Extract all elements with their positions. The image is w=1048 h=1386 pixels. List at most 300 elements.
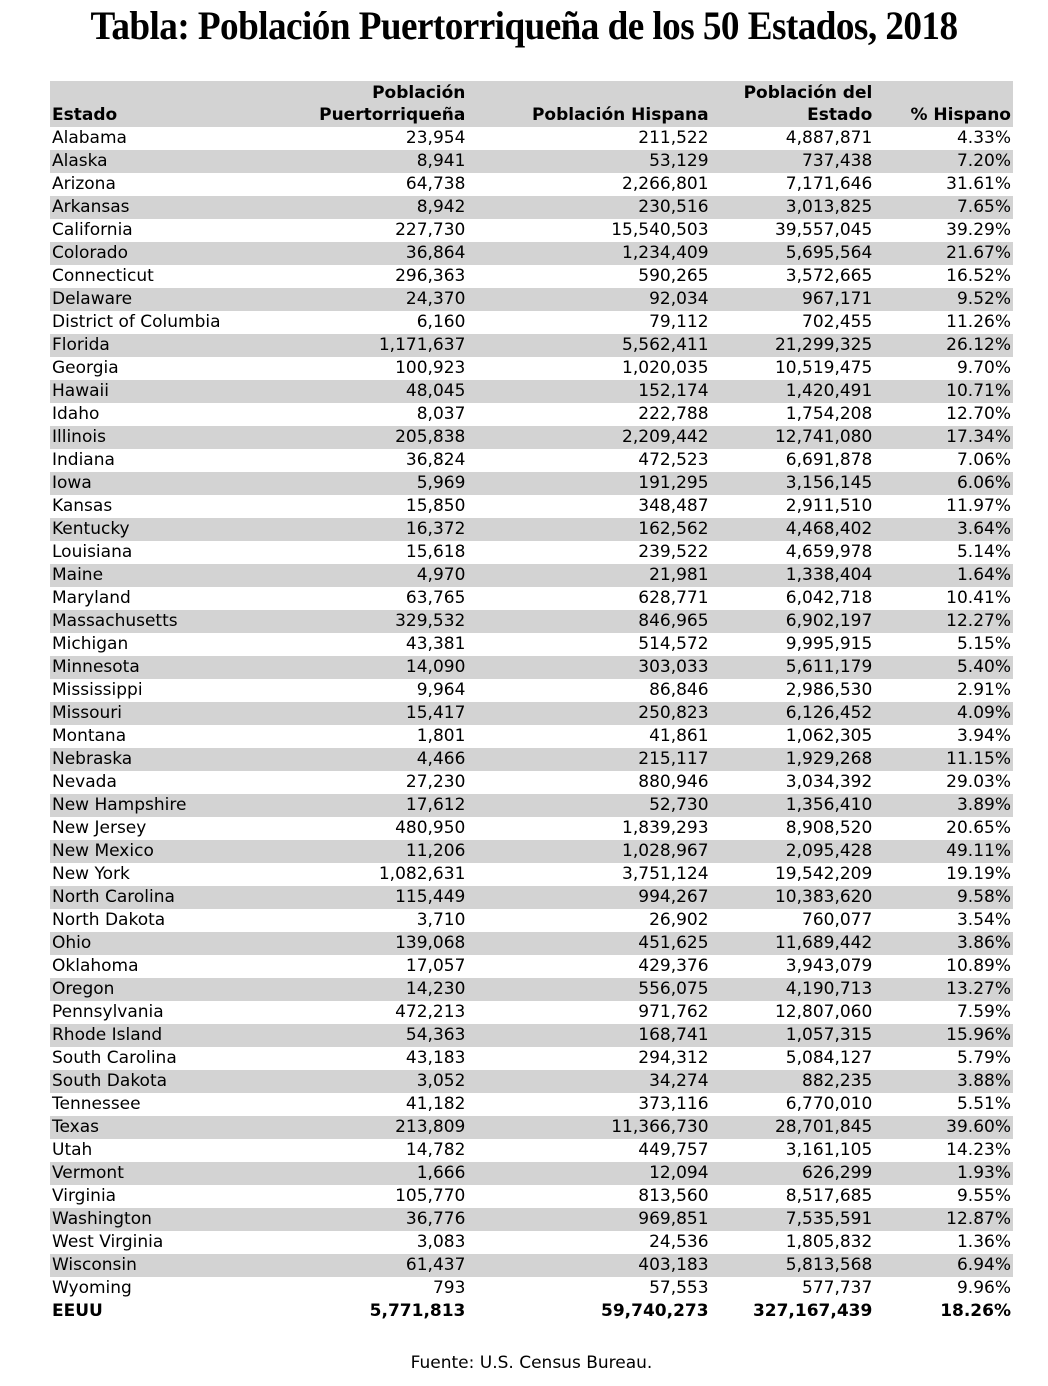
table-row	[50, 564, 1013, 587]
table-row	[50, 633, 1013, 656]
table-row	[50, 794, 1013, 817]
table-row	[50, 817, 1013, 840]
cell-poblacion-estado: 12,741,080	[711, 426, 875, 449]
header-line: Población del	[743, 83, 873, 103]
cell-poblacion-estado: 1,356,410	[711, 794, 875, 817]
cell-estado: Rhode Island	[50, 1024, 303, 1047]
cell-pct-hispano: 7.06%	[956, 450, 1011, 470]
cell-pct-hispano: 10.89%	[946, 956, 1011, 976]
table-row	[50, 656, 1013, 679]
cell-poblacion-estado: 1,805,832	[785, 1232, 873, 1252]
cell-poblacion-hispana: 373,116	[638, 1094, 709, 1114]
cell-poblacion-puertorriquena: 8,941	[303, 150, 467, 173]
cell-poblacion-puertorriquena: 61,437	[303, 1254, 467, 1277]
cell-estado: South Carolina	[52, 1048, 177, 1068]
cell-poblacion-estado: 1,420,491	[711, 380, 875, 403]
cell-poblacion-hispana: 34,274	[467, 1070, 710, 1093]
table-row	[50, 1231, 1013, 1254]
cell-pct-hispano: 3.89%	[874, 794, 1013, 817]
cell-poblacion-estado: 1,057,315	[711, 1024, 875, 1047]
cell-pct-hispano: 5.79%	[956, 1048, 1011, 1068]
cell-poblacion-hispana: 5,562,411	[467, 334, 710, 357]
cell-pct-hispano: 6.94%	[874, 1254, 1013, 1277]
cell-estado: Wisconsin	[50, 1254, 303, 1277]
table-row	[50, 311, 1013, 334]
cell-pct-hispano: 3.88%	[874, 1070, 1013, 1093]
cell-poblacion-puertorriquena-total: 5,771,813	[369, 1301, 466, 1321]
cell-poblacion-hispana: 429,376	[638, 956, 709, 976]
cell-estado: Massachusetts	[50, 610, 303, 633]
cell-pct-hispano: 3.54%	[956, 910, 1011, 930]
cell-pct-hispano: 39.60%	[874, 1116, 1013, 1139]
cell-poblacion-hispana: 57,553	[649, 1278, 709, 1298]
cell-poblacion-estado: 4,468,402	[711, 518, 875, 541]
cell-poblacion-estado: 19,542,209	[774, 864, 873, 884]
cell-poblacion-hispana: 2,209,442	[467, 426, 710, 449]
cell-poblacion-estado: 2,911,510	[785, 496, 873, 516]
table-row	[50, 748, 1013, 771]
cell-estado: Michigan	[52, 634, 129, 654]
cell-poblacion-estado: 760,077	[802, 910, 873, 930]
cell-pct-hispano: 1.36%	[956, 1232, 1011, 1252]
cell-pct-hispano: 29.03%	[946, 772, 1011, 792]
cell-poblacion-puertorriquena: 64,738	[405, 174, 466, 194]
table-row	[50, 196, 1013, 219]
cell-poblacion-estado: 4,190,713	[711, 978, 875, 1001]
table-row	[50, 1001, 1013, 1024]
cell-poblacion-estado: 4,659,978	[785, 542, 873, 562]
table-header-row	[50, 81, 1013, 127]
cell-poblacion-puertorriquena: 213,809	[303, 1116, 467, 1139]
cell-poblacion-puertorriquena: 105,770	[395, 1186, 466, 1206]
table-row	[50, 1139, 1013, 1162]
cell-poblacion-hispana: 403,183	[467, 1254, 710, 1277]
cell-estado: Arkansas	[50, 196, 303, 219]
cell-poblacion-estado: 5,695,564	[711, 242, 875, 265]
cell-poblacion-puertorriquena: 15,850	[405, 496, 466, 516]
table-row	[50, 1116, 1013, 1139]
table-row	[50, 886, 1013, 909]
cell-poblacion-puertorriquena: 14,090	[303, 656, 467, 679]
cell-poblacion-estado: 21,299,325	[711, 334, 875, 357]
table-row	[50, 449, 1013, 472]
cell-pct-hispano: 9.52%	[874, 288, 1013, 311]
cell-poblacion-puertorriquena: 14,782	[405, 1140, 466, 1160]
cell-poblacion-estado: 7,171,646	[785, 174, 873, 194]
cell-estado: Florida	[50, 334, 303, 357]
cell-estado: New Hampshire	[50, 794, 303, 817]
cell-pct-hispano: 14.23%	[946, 1140, 1011, 1160]
cell-poblacion-hispana: 449,757	[638, 1140, 709, 1160]
table-row	[50, 357, 1013, 380]
cell-poblacion-estado: 6,770,010	[785, 1094, 873, 1114]
cell-pct-hispano: 5.14%	[956, 542, 1011, 562]
cell-poblacion-hispana: 21,981	[467, 564, 710, 587]
cell-estado: Arizona	[52, 174, 116, 194]
cell-poblacion-estado: 12,807,060	[774, 1002, 873, 1022]
cell-estado: North Dakota	[52, 910, 166, 930]
table-row	[50, 426, 1013, 449]
table-row	[50, 610, 1013, 633]
cell-poblacion-hispana: 222,788	[638, 404, 709, 424]
cell-poblacion-puertorriquena: 27,230	[405, 772, 466, 792]
cell-estado: Washington	[50, 1208, 303, 1231]
source-note: Fuente: U.S. Census Bureau.	[410, 1353, 653, 1373]
table-row	[50, 679, 1013, 702]
page-title: Tabla: Población Puertorriqueña de los 50 Estados, 2018	[90, 3, 958, 48]
cell-poblacion-hispana: 880,946	[638, 772, 709, 792]
cell-pct-hispano-total: 18.26%	[940, 1301, 1011, 1321]
cell-pct-hispano: 3.64%	[874, 518, 1013, 541]
table-row	[50, 1047, 1013, 1070]
cell-pct-hispano: 12.87%	[874, 1208, 1013, 1231]
cell-poblacion-puertorriquena: 480,950	[395, 818, 466, 838]
cell-poblacion-puertorriquena: 43,381	[405, 634, 466, 654]
cell-poblacion-puertorriquena: 48,045	[303, 380, 467, 403]
cell-poblacion-hispana: 590,265	[638, 266, 709, 286]
cell-poblacion-hispana: 230,516	[467, 196, 710, 219]
cell-pct-hispano: 5.15%	[956, 634, 1011, 654]
cell-poblacion-estado: 737,438	[711, 150, 875, 173]
header-poblacion-estado	[711, 81, 875, 127]
cell-estado: Wyoming	[52, 1278, 132, 1298]
cell-poblacion-hispana: 2,266,801	[622, 174, 709, 194]
header-poblacion-puertorriquena	[303, 81, 467, 127]
cell-poblacion-hispana: 628,771	[638, 588, 709, 608]
cell-poblacion-puertorriquena: 63,765	[405, 588, 466, 608]
cell-poblacion-puertorriquena: 100,923	[395, 358, 466, 378]
cell-pct-hispano: 19.19%	[946, 864, 1011, 884]
cell-pct-hispano: 13.27%	[874, 978, 1013, 1001]
cell-poblacion-puertorriquena: 15,417	[303, 702, 467, 725]
cell-pct-hispano: 20.65%	[946, 818, 1011, 838]
cell-estado: Nevada	[52, 772, 117, 792]
header-line: Estado	[807, 105, 873, 125]
cell-estado: Hawaii	[50, 380, 303, 403]
cell-poblacion-estado: 7,535,591	[711, 1208, 875, 1231]
cell-poblacion-puertorriquena: 11,206	[303, 840, 467, 863]
cell-pct-hispano: 5.40%	[874, 656, 1013, 679]
cell-poblacion-estado: 4,887,871	[785, 128, 873, 148]
cell-estado: Oregon	[50, 978, 303, 1001]
cell-estado: Maine	[50, 564, 303, 587]
cell-poblacion-estado: 702,455	[802, 312, 873, 332]
cell-poblacion-puertorriquena: 1,666	[303, 1162, 467, 1185]
cell-poblacion-estado: 1,338,404	[711, 564, 875, 587]
cell-estado: Virginia	[52, 1186, 117, 1206]
cell-pct-hispano: 11.97%	[946, 496, 1011, 516]
cell-poblacion-estado: 39,557,045	[774, 220, 873, 240]
cell-poblacion-hispana: 1,839,293	[622, 818, 709, 838]
cell-pct-hispano: 12.70%	[946, 404, 1011, 424]
cell-pct-hispano: 3.94%	[956, 726, 1011, 746]
cell-poblacion-puertorriquena: 23,954	[405, 128, 466, 148]
cell-estado: Pennsylvania	[52, 1002, 164, 1022]
cell-estado: Vermont	[50, 1162, 303, 1185]
cell-poblacion-puertorriquena: 36,864	[303, 242, 467, 265]
cell-poblacion-estado: 3,013,825	[711, 196, 875, 219]
cell-pct-hispano: 1.93%	[874, 1162, 1013, 1185]
cell-poblacion-estado: 5,611,179	[711, 656, 875, 679]
cell-poblacion-hispana: 215,117	[467, 748, 710, 771]
cell-estado: Utah	[52, 1140, 93, 1160]
cell-poblacion-hispana: 26,902	[649, 910, 709, 930]
cell-pct-hispano: 10.41%	[946, 588, 1011, 608]
cell-pct-hispano: 11.15%	[874, 748, 1013, 771]
cell-poblacion-hispana: 211,522	[638, 128, 709, 148]
cell-pct-hispano: 12.27%	[874, 610, 1013, 633]
table-row	[50, 1093, 1013, 1116]
cell-poblacion-puertorriquena: 8,942	[303, 196, 467, 219]
cell-poblacion-estado: 10,383,620	[711, 886, 875, 909]
cell-poblacion-puertorriquena: 296,363	[395, 266, 466, 286]
cell-poblacion-puertorriquena: 205,838	[303, 426, 467, 449]
cell-poblacion-estado: 3,572,665	[785, 266, 873, 286]
cell-estado: Delaware	[50, 288, 303, 311]
cell-pct-hispano: 7.20%	[874, 150, 1013, 173]
cell-poblacion-hispana: 92,034	[467, 288, 710, 311]
cell-poblacion-hispana: 162,562	[467, 518, 710, 541]
table-row	[50, 771, 1013, 794]
cell-poblacion-estado: 2,095,428	[711, 840, 875, 863]
cell-estado: Nebraska	[50, 748, 303, 771]
table-row	[50, 242, 1013, 265]
cell-poblacion-puertorriquena: 9,964	[416, 680, 466, 700]
cell-poblacion-hispana: 969,851	[467, 1208, 710, 1231]
table-row	[50, 127, 1013, 150]
cell-estado: Kentucky	[50, 518, 303, 541]
cell-poblacion-estado: 10,519,475	[774, 358, 873, 378]
cell-poblacion-estado-total: 327,167,439	[752, 1301, 873, 1321]
cell-poblacion-hispana: 15,540,503	[611, 220, 709, 240]
cell-poblacion-hispana: 168,741	[467, 1024, 710, 1047]
cell-pct-hispano: 16.52%	[946, 266, 1011, 286]
cell-estado: Oklahoma	[52, 956, 139, 976]
table-row	[50, 955, 1013, 978]
cell-poblacion-estado: 1,754,208	[785, 404, 873, 424]
cell-poblacion-estado: 6,902,197	[711, 610, 875, 633]
cell-poblacion-hispana: 250,823	[467, 702, 710, 725]
table-row	[50, 702, 1013, 725]
cell-poblacion-puertorriquena: 329,532	[303, 610, 467, 633]
table-row	[50, 587, 1013, 610]
cell-estado: New York	[52, 864, 130, 884]
cell-pct-hispano: 3.86%	[874, 932, 1013, 955]
population-table	[50, 81, 1013, 1323]
cell-poblacion-hispana-total: 59,740,273	[601, 1301, 709, 1321]
cell-poblacion-hispana: 1,020,035	[622, 358, 709, 378]
cell-poblacion-hispana: 348,487	[638, 496, 709, 516]
cell-poblacion-estado: 11,689,442	[711, 932, 875, 955]
cell-poblacion-puertorriquena: 54,363	[303, 1024, 467, 1047]
header-estado: Estado	[50, 81, 303, 127]
cell-poblacion-hispana: 52,730	[467, 794, 710, 817]
cell-poblacion-puertorriquena: 472,213	[395, 1002, 466, 1022]
cell-poblacion-hispana: 294,312	[638, 1048, 709, 1068]
cell-pct-hispano: 9.96%	[956, 1278, 1011, 1298]
table-row	[50, 150, 1013, 173]
cell-poblacion-estado: 1,929,268	[711, 748, 875, 771]
cell-estado: West Virginia	[52, 1232, 164, 1252]
cell-poblacion-estado: 3,034,392	[785, 772, 873, 792]
table-row	[50, 909, 1013, 932]
cell-poblacion-hispana: 451,625	[467, 932, 710, 955]
cell-poblacion-puertorriquena: 6,160	[416, 312, 466, 332]
cell-poblacion-hispana: 303,033	[467, 656, 710, 679]
cell-poblacion-hispana: 152,174	[467, 380, 710, 403]
cell-pct-hispano: 49.11%	[874, 840, 1013, 863]
table-row	[50, 932, 1013, 955]
cell-estado-total: EEUU	[52, 1301, 103, 1321]
cell-estado: California	[52, 220, 133, 240]
table-row	[50, 1070, 1013, 1093]
cell-poblacion-puertorriquena: 4,466	[303, 748, 467, 771]
cell-poblacion-hispana: 994,267	[467, 886, 710, 909]
cell-poblacion-estado: 6,042,718	[785, 588, 873, 608]
cell-poblacion-hispana: 472,523	[638, 450, 709, 470]
table-row	[50, 288, 1013, 311]
table-row	[50, 472, 1013, 495]
cell-pct-hispano: 9.55%	[956, 1186, 1011, 1206]
cell-estado: Minnesota	[50, 656, 303, 679]
cell-poblacion-hispana: 1,028,967	[467, 840, 710, 863]
cell-pct-hispano: 39.29%	[946, 220, 1011, 240]
cell-poblacion-estado: 1,062,305	[785, 726, 873, 746]
cell-poblacion-puertorriquena: 1,801	[416, 726, 466, 746]
cell-pct-hispano: 31.61%	[946, 174, 1011, 194]
cell-poblacion-hispana: 514,572	[638, 634, 709, 654]
cell-estado: North Carolina	[50, 886, 303, 909]
cell-poblacion-hispana: 79,112	[649, 312, 709, 332]
cell-poblacion-puertorriquena: 16,372	[303, 518, 467, 541]
cell-poblacion-hispana: 239,522	[638, 542, 709, 562]
table-row	[50, 1208, 1013, 1231]
table-row	[50, 173, 1013, 196]
cell-estado: Missouri	[50, 702, 303, 725]
cell-estado: Connecticut	[52, 266, 154, 286]
cell-pct-hispano: 15.96%	[874, 1024, 1013, 1047]
table-row	[50, 840, 1013, 863]
cell-estado: District of Columbia	[52, 312, 221, 332]
cell-pct-hispano: 1.64%	[874, 564, 1013, 587]
cell-poblacion-puertorriquena: 43,183	[405, 1048, 466, 1068]
cell-poblacion-estado: 2,986,530	[785, 680, 873, 700]
cell-estado: Idaho	[52, 404, 100, 424]
cell-poblacion-estado: 967,171	[711, 288, 875, 311]
cell-poblacion-estado: 5,813,568	[711, 1254, 875, 1277]
cell-poblacion-estado: 8,517,685	[785, 1186, 873, 1206]
cell-poblacion-estado: 626,299	[711, 1162, 875, 1185]
cell-poblacion-hispana: 3,751,124	[622, 864, 709, 884]
table-row	[50, 380, 1013, 403]
cell-pct-hispano: 17.34%	[874, 426, 1013, 449]
cell-estado: Texas	[50, 1116, 303, 1139]
cell-poblacion-estado: 577,737	[802, 1278, 873, 1298]
cell-estado: Montana	[52, 726, 127, 746]
cell-poblacion-estado: 9,995,915	[785, 634, 873, 654]
header-poblacion-hispana: Población Hispana	[467, 81, 710, 127]
table-row	[50, 1254, 1013, 1277]
table-row	[50, 541, 1013, 564]
cell-pct-hispano: 4.33%	[956, 128, 1011, 148]
table-row	[50, 219, 1013, 242]
cell-poblacion-puertorriquena: 24,370	[303, 288, 467, 311]
cell-estado: South Dakota	[50, 1070, 303, 1093]
cell-poblacion-puertorriquena: 3,052	[303, 1070, 467, 1093]
cell-pct-hispano: 21.67%	[874, 242, 1013, 265]
cell-poblacion-estado: 3,156,145	[711, 472, 875, 495]
table-row	[50, 403, 1013, 426]
cell-pct-hispano: 2.91%	[956, 680, 1011, 700]
cell-poblacion-estado: 3,161,105	[785, 1140, 873, 1160]
table-body	[50, 127, 1013, 1323]
cell-poblacion-puertorriquena: 3,083	[416, 1232, 466, 1252]
cell-estado: Louisiana	[52, 542, 133, 562]
cell-poblacion-estado: 882,235	[711, 1070, 875, 1093]
header-line: Puertorriqueña	[319, 105, 466, 125]
table-row	[50, 1162, 1013, 1185]
cell-pct-hispano: 26.12%	[874, 334, 1013, 357]
cell-poblacion-puertorriquena: 36,776	[303, 1208, 467, 1231]
header-pct-hispano: % Hispano	[874, 81, 1013, 127]
cell-poblacion-hispana: 11,366,730	[467, 1116, 710, 1139]
table-total-row	[50, 1300, 1013, 1323]
cell-poblacion-hispana: 1,234,409	[467, 242, 710, 265]
cell-estado: Ohio	[50, 932, 303, 955]
cell-poblacion-puertorriquena: 793	[432, 1278, 466, 1298]
cell-poblacion-puertorriquena: 17,057	[405, 956, 466, 976]
cell-pct-hispano: 9.70%	[956, 358, 1011, 378]
cell-poblacion-hispana: 971,762	[638, 1002, 709, 1022]
cell-poblacion-hispana: 556,075	[467, 978, 710, 1001]
cell-poblacion-estado: 28,701,845	[711, 1116, 875, 1139]
cell-poblacion-puertorriquena: 3,710	[416, 910, 466, 930]
cell-poblacion-hispana: 813,560	[638, 1186, 709, 1206]
cell-poblacion-hispana: 53,129	[467, 150, 710, 173]
cell-poblacion-puertorriquena: 41,182	[405, 1094, 466, 1114]
cell-poblacion-puertorriquena: 8,037	[416, 404, 466, 424]
cell-poblacion-puertorriquena: 17,612	[303, 794, 467, 817]
table-row	[50, 863, 1013, 886]
cell-pct-hispano: 6.06%	[874, 472, 1013, 495]
table-row	[50, 1277, 1013, 1300]
cell-poblacion-estado: 6,126,452	[711, 702, 875, 725]
cell-poblacion-puertorriquena: 1,082,631	[378, 864, 466, 884]
table-row	[50, 334, 1013, 357]
cell-pct-hispano: 10.71%	[874, 380, 1013, 403]
cell-poblacion-puertorriquena: 4,970	[303, 564, 467, 587]
cell-pct-hispano: 9.58%	[874, 886, 1013, 909]
cell-poblacion-puertorriquena: 139,068	[303, 932, 467, 955]
cell-estado: Mississippi	[52, 680, 143, 700]
cell-pct-hispano: 7.65%	[874, 196, 1013, 219]
cell-poblacion-estado: 3,943,079	[785, 956, 873, 976]
table-row	[50, 518, 1013, 541]
cell-poblacion-puertorriquena: 115,449	[303, 886, 467, 909]
cell-poblacion-puertorriquena: 5,969	[303, 472, 467, 495]
cell-poblacion-puertorriquena: 227,730	[395, 220, 466, 240]
cell-poblacion-hispana: 41,861	[649, 726, 709, 746]
cell-estado: Colorado	[50, 242, 303, 265]
cell-poblacion-estado: 8,908,520	[785, 818, 873, 838]
table-row	[50, 1185, 1013, 1208]
table-row	[50, 725, 1013, 748]
cell-estado: Kansas	[52, 496, 113, 516]
cell-poblacion-puertorriquena: 1,171,637	[303, 334, 467, 357]
cell-poblacion-hispana: 12,094	[467, 1162, 710, 1185]
cell-poblacion-hispana: 846,965	[467, 610, 710, 633]
cell-poblacion-puertorriquena: 36,824	[405, 450, 466, 470]
